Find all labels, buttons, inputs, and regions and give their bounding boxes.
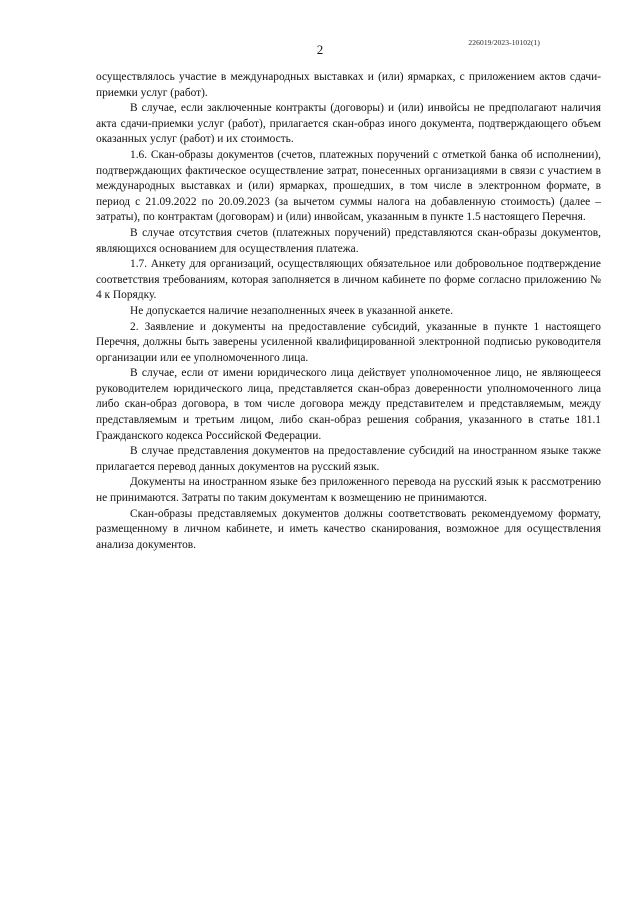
paragraph-1-7: 1.7. Анкету для организаций, осуществляющих обязательное или добровольное подтверждение соответствия требованиям, которая заполняется в личном кабинете по форме согласно приложению № 4 к Порядку. [96, 258, 601, 302]
document-body [96, 70, 601, 553]
paragraph-no-translation: Документы на иностранном языке без приложенного перевода на русский язык к рассмотрению не принимаются. Затраты по таким документам к возмещению не принимаются. [96, 476, 601, 505]
paragraph-continuation: осуществлялось участие в международных выставках и (или) ярмарках, с приложением актов сдачи-приемки услуг (работ). [96, 71, 601, 99]
paragraph-2: 2. Заявление и документы на предоставление субсидий, указанные в пункте 1 настоящего Перечня, должны быть заверены усиленной квалифицированной электронной подписью руководителя организации или ее уполномоченного лица. [96, 320, 601, 364]
paragraph-authorized-person: В случае, если от имени юридического лица действует уполномоченное лицо, не являющееся руководителем юридического лица, представляется скан-образ доверенности уполномоченного лица либо скан-образ договора, в том числе договора между представителем и представляемым, между представляемым и третьим лицом, либо скан-образ решения собрания, указанного в статье 181.1 Гражданского кодекса Российской Федерации. [96, 367, 601, 442]
paragraph-no-invoices: В случае отсутствия счетов (платежных поручений) представляются скан-образы документов, являющихся основанием для осуществления платежа. [96, 226, 601, 255]
document-id: 226019/2023-10102(1) [468, 38, 540, 47]
paragraph-no-empty-cells: Не допускается наличие незаполненных ячеек в указанной анкете. [130, 304, 454, 317]
paragraph-scan-format: Скан-образы представляемых документов должны соответствовать рекомендуемому формату, размещенному в личном кабинете, и иметь качество сканирования, возможное для осуществления анализа документов. [96, 507, 601, 551]
page-number: 2 [316, 42, 324, 57]
paragraph-foreign-language: В случае представления документов на предоставление субсидий на иностранном языке также прилагается перевод данных документов на русский язык. [96, 445, 601, 473]
paragraph-1-6: 1.6. Скан-образы документов (счетов, платежных поручений с отметкой банка об исполнении), подтверждающих фактическое осуществление затрат, понесенных организациями в связи с участием в международных выставках и (или) ярмарках, прошедших, в том числе в электронном формате, в период с 21.09.2022 по 20.09.2023 (за вычетом суммы налога на добавленную стоимость) (далее – затраты), по контрактам (договорам) и (или) инвойсам, указанным в пункте 1.5 настоящего Перечня. [96, 148, 601, 224]
paragraph-acceptance-act: В случае, если заключенные контракты (договоры) и (или) инвойсы не предполагают наличия акта сдачи-приемки услуг (работ), прилагается скан-образ иного документа, подтверждающего объем оказанных услуг (работ) и их стоимость. [96, 102, 601, 146]
